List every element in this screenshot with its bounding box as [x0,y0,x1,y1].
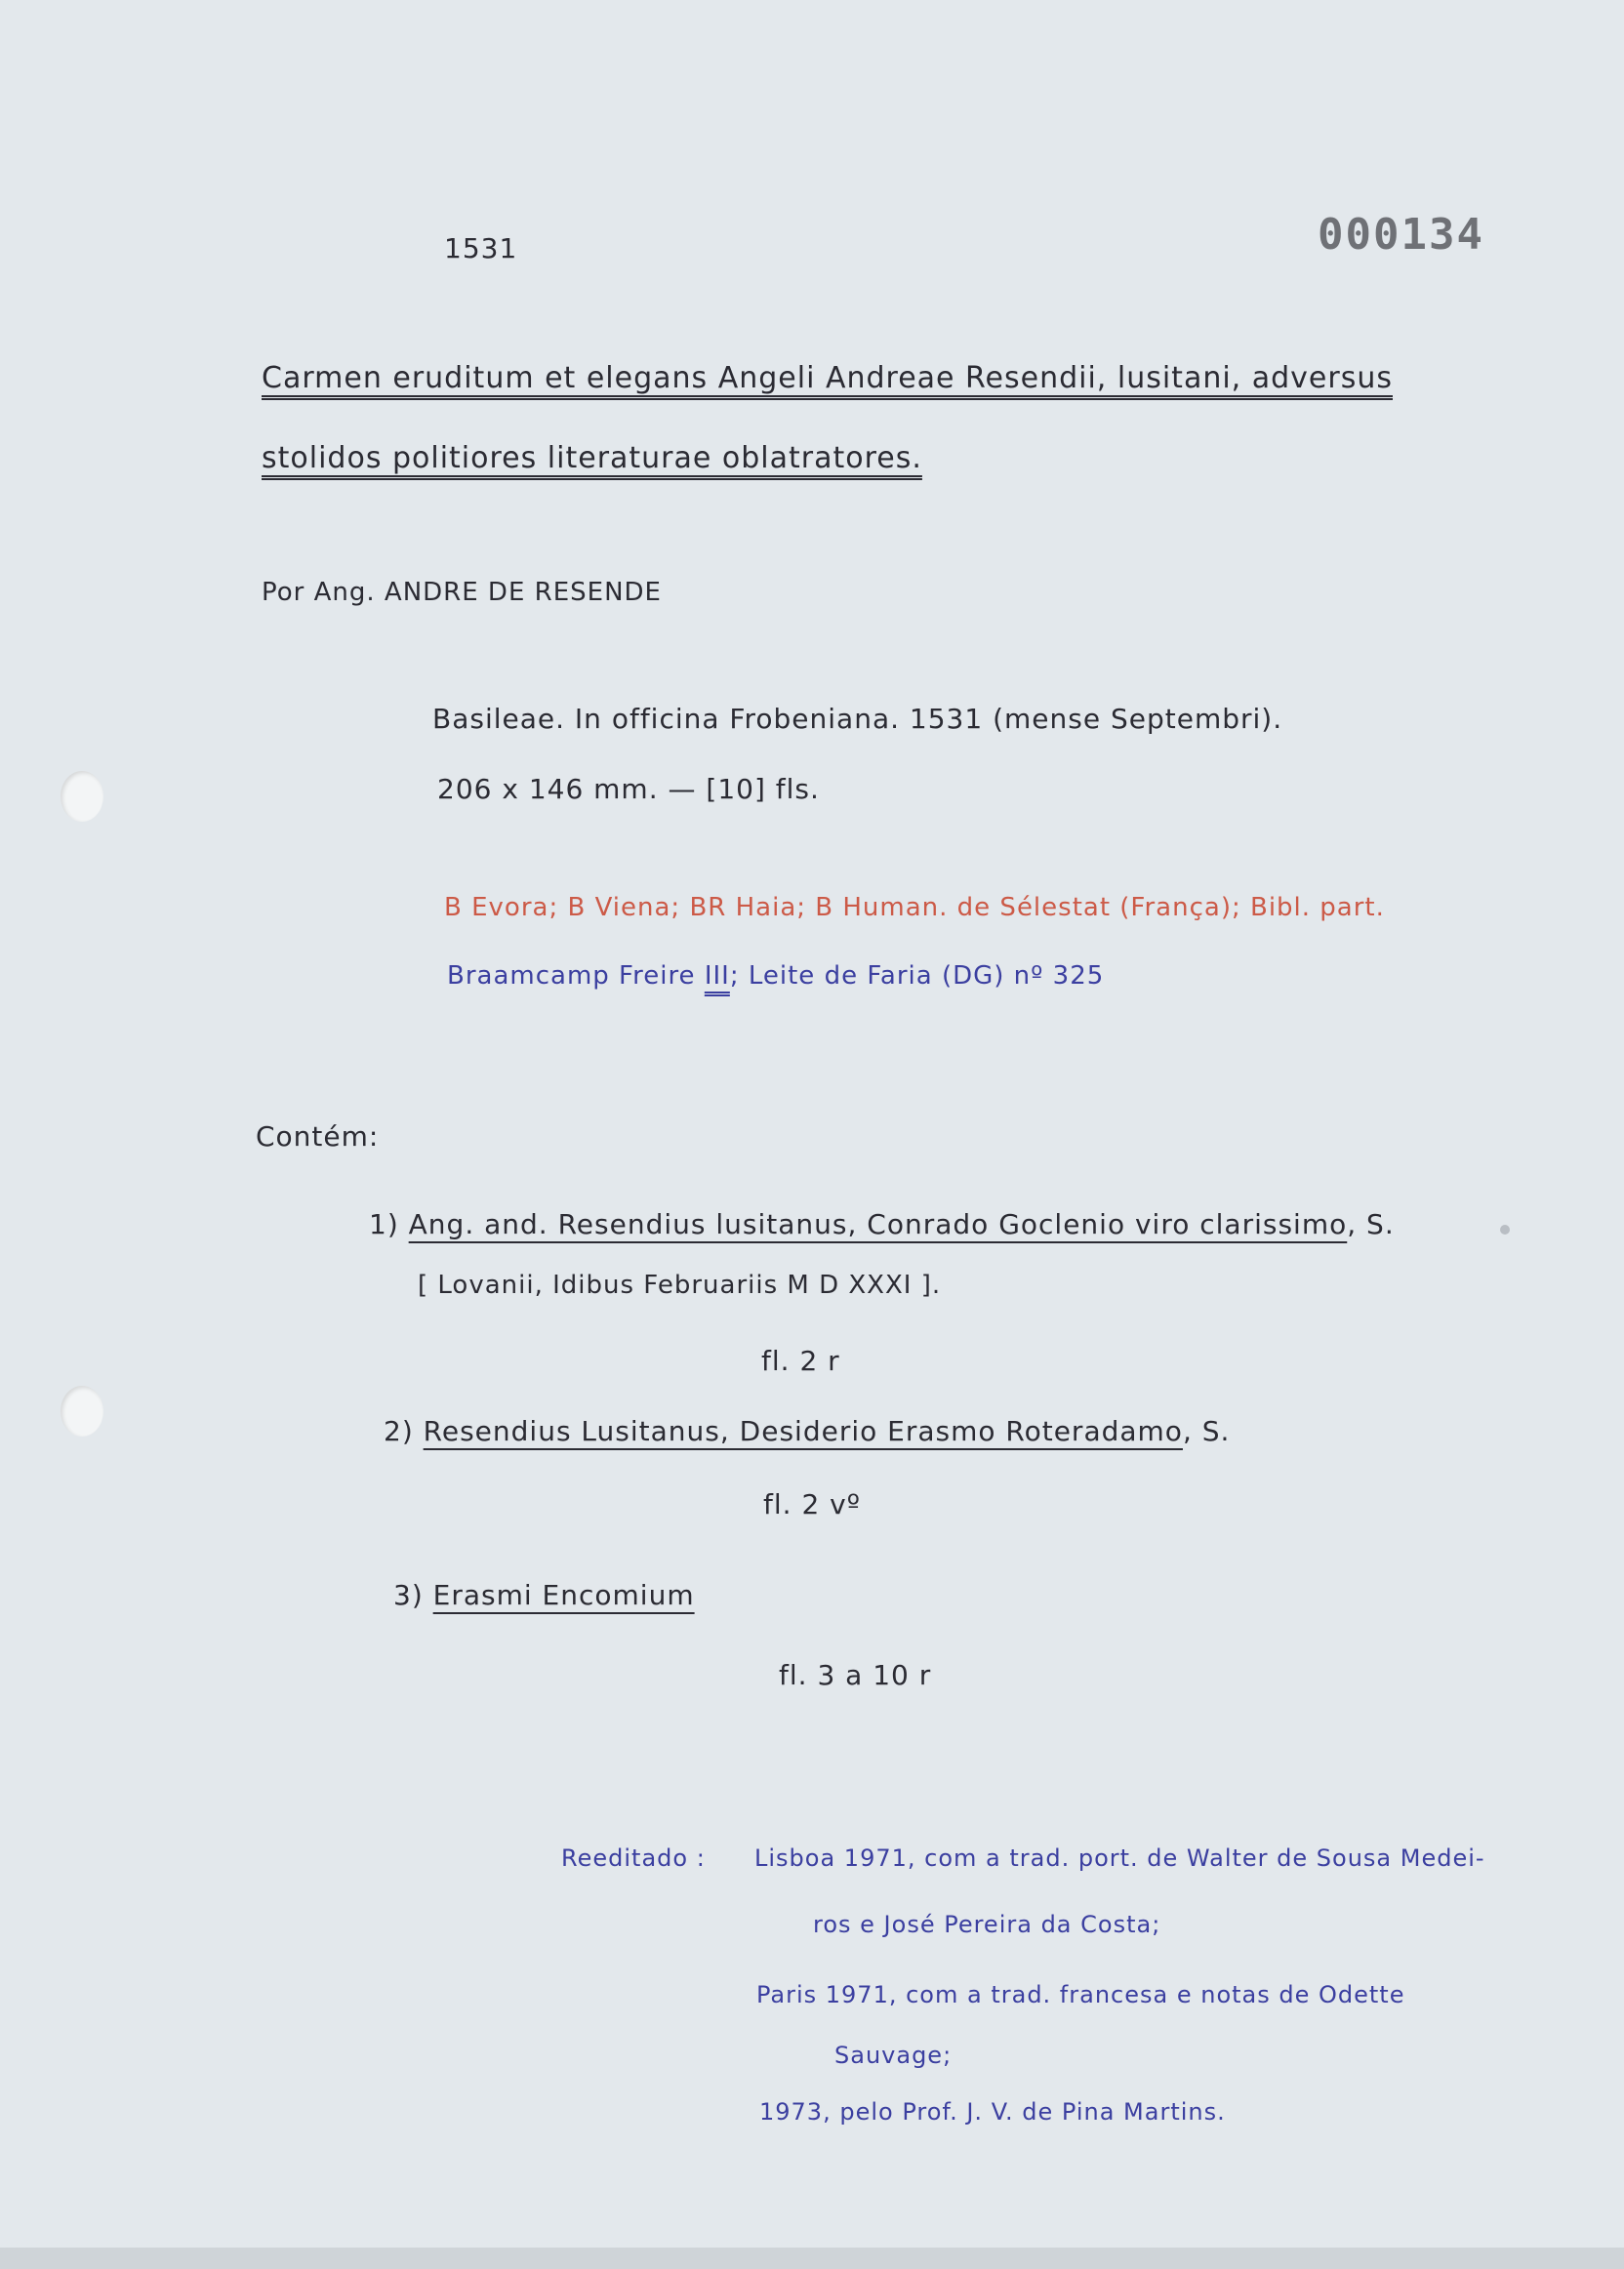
reference-braamcamp: Braamcamp Freire [447,961,696,991]
reedited-label: Reeditado : [561,1844,706,1872]
format-line: 206 x 146 mm. — [10] fls. [437,773,820,805]
catalog-stamp-number: 000134 [1318,210,1484,260]
title-line-1: Carmen eruditum et elegans Angeli Andreae Resendii, lusitani, adversus [262,361,1393,395]
paper-speck [1500,1225,1510,1235]
reedited-line-2: ros e José Pereira da Costa; [813,1911,1161,1938]
reference-volume: III [704,961,730,991]
title-line-2: stolidos politiores literaturae oblatratores. [262,441,922,475]
item-title: Resendius Lusitanus, Desiderio Erasmo Roteradamo [423,1415,1183,1447]
contents-item-2-folio: fl. 2 vº [763,1488,861,1520]
libraries-line: B Evora; B Viena; BR Haia; B Human. de Sélestat (França); Bibl. part. [444,893,1385,922]
item-title: Ang. and. Resendius lusitanus, Conrado Goclenio viro clarissimo [408,1208,1348,1240]
year-label: 1531 [444,232,518,264]
contents-heading: Contém: [256,1120,380,1153]
imprint-line: Basileae. In officina Frobeniana. 1531 (mense Septembri). [432,703,1283,735]
item-number: 3) [393,1579,424,1611]
reedited-line-4: Sauvage; [834,2042,953,2069]
reference-rest: ; Leite de Faria (DG) nº 325 [729,961,1105,991]
item-title: Erasmi Encomium [432,1579,695,1611]
contents-item-1 [369,1208,1395,1241]
scan-edge [0,2248,1624,2269]
punch-hole [61,1386,103,1437]
reedited-line-1: Lisboa 1971, com a trad. port. de Walter de Sousa Medei- [754,1844,1485,1872]
item-suffix: , S. [1182,1415,1231,1447]
contents-item-1-note: [ Lovanii, Idibus Februariis M D XXXI ]. [418,1271,942,1300]
punch-hole [61,771,103,822]
contents-item-3 [393,1579,695,1612]
item-number: 1) [369,1208,399,1240]
reedited-line-5: 1973, pelo Prof. J. V. de Pina Martins. [759,2098,1226,2126]
references-line [447,961,1104,992]
item-number: 2) [384,1415,414,1447]
contents-item-1-folio: fl. 2 r [761,1345,840,1377]
author-line: Por Ang. ANDRE DE RESENDE [262,578,662,607]
item-suffix: , S. [1347,1208,1395,1240]
contents-item-2 [384,1415,1230,1448]
contents-item-3-folio: fl. 3 a 10 r [779,1659,932,1691]
reedited-line-3: Paris 1971, com a trad. francesa e notas de Odette [756,1981,1405,2008]
